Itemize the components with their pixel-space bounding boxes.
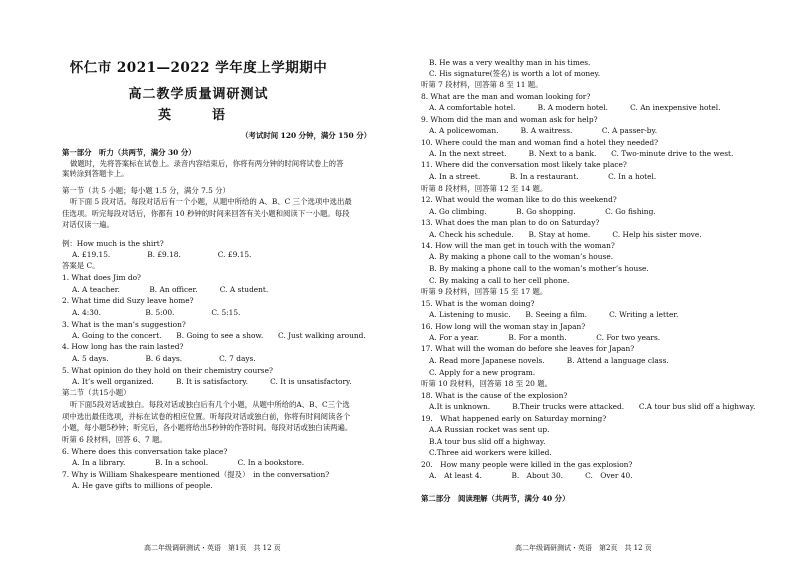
options: A. By making a phone call to the woman’s house. [429, 252, 614, 261]
question: 16. How long will the woman stay in Japan? [421, 322, 586, 331]
text-line: 做题时，先将答案标在试卷上。录音内容结束后，你将有两分钟的时间将试卷上的答 [70, 159, 344, 168]
options: B.A tour bus slid off a highway. [429, 437, 546, 446]
text-line: 小题，每小题5秒钟；听完后，各小题将给出5秒钟的作答时间。每段对话或独白读两遍。 [62, 423, 353, 432]
question: 17. What will the woman do before she leaves for Japan? [421, 344, 635, 353]
question: 14. How will the man get in touch with the woman? [421, 241, 615, 250]
question: 5. What opinion do they hold on their chemistry course? [62, 366, 273, 375]
options: A. A teacher. B. An officer. C. A student. [72, 285, 269, 294]
options: C. His signature(签名) is worth a lot of money. [429, 69, 601, 78]
options: A. In the next street. B. Next to a bank. C. Two-minute drive to the west. [429, 149, 734, 158]
question: 4. How long has the rain lasted? [62, 342, 184, 351]
question: 11. Where did the conversation most likely take place? [421, 160, 627, 169]
question: 19. What happened early on Saturday morning? [421, 414, 607, 423]
options: A.It is unknown. B.Their trucks were attacked. C.A tour bus slid off a highway. [429, 402, 756, 411]
options: A. Listening to music. B. Seeing a film. C. Writing a letter. [429, 310, 679, 319]
text-line: 听下面 5 段对话。每段对话后有一个小题，从题中所给的 A、B、C 三个选项中选出最 [70, 197, 352, 206]
options: B. He was a very wealthy man in his times. [429, 58, 591, 67]
options: A. 5 days. B. 6 days. C. 7 days. [72, 354, 256, 363]
example-question: 例：How much is the shirt? [62, 239, 164, 248]
options: A. He gave gifts to millions of people. [72, 481, 213, 490]
question: 8. What are the man and woman looking for? [421, 92, 591, 101]
question: 9. Whom did the man and woman ask for help? [421, 115, 598, 124]
section-heading: 第一部分 听力（共两节，满分 30 分） [62, 148, 196, 157]
text-line: 听第 8 段材料，回答第 12 至 14 题。 [421, 184, 548, 193]
options: C. Apply for a new program. [429, 368, 536, 377]
question: 1. What does Jim do? [62, 273, 142, 282]
options: A. Read more Japanese novels. B. Attend a language class. [429, 356, 669, 365]
question: 20. How many people were killed in the gas explosion? [421, 460, 633, 469]
text-line: 佳选项。听完每段对话后，你都有 10 秒钟的时间来回答有关小题和阅读下一小题。每段 [62, 209, 350, 218]
text-line: 听第 6 段材料，回答 6、7 题。 [62, 435, 167, 444]
options: A. A comfortable hotel. B. A modern hotel. C. An inexpensive hotel. [429, 103, 721, 112]
options: A. In a library. B. In a school. C. In a bookstore. [72, 458, 305, 467]
text-line: 听第 9 段材料，回答第 15 至 17 题。 [421, 287, 548, 296]
question: 13. What does the man plan to do on Saturday? [421, 218, 600, 227]
subject-title: 英 语 [157, 108, 239, 123]
section-heading: 第二部分 阅读理解（共两节，满分 40 分） [421, 494, 570, 503]
options: B. By making a phone call to the woman’s mother’s house. [429, 264, 649, 273]
options: A. 4:30. B. 5:00. C. 5:15. [72, 308, 241, 317]
question: 6. Where does this conversation take place? [62, 447, 228, 456]
page-footer: 高二年级调研测试・英语 第2页 共 12 页 [515, 544, 652, 552]
text-line: 项中选出最佳选项，并标在试卷的相应位置。听每段对话或独白前，你将有时间阅读各个 [62, 412, 351, 421]
example-options: A. £19.15. B. £9.18. C. £9.15. [72, 250, 252, 259]
options: A. Check his schedule. B. Stay at home. C. Help his sister move. [429, 230, 702, 239]
text-line: 听下面5段对话或独白。每段对话或独白后有几个小题，从题中所给的A、B、C三个选 [70, 400, 350, 409]
text-line: 听第 10 段材料，回答第 18 至 20 题。 [421, 379, 552, 388]
section-heading: 第二节（共15小题） [62, 388, 131, 397]
question: 18. What is the cause of the explosion? [421, 391, 568, 400]
exam-subtitle: 高二教学质量调研测试 [128, 87, 269, 102]
options: A. Go climbing. B. Go shopping. C. Go fishing. [429, 207, 656, 216]
question: 7. Why is William Shakespeare mentioned（提及） in the conversation? [62, 470, 330, 479]
options: A. Going to the concert. B. Going to see a show. C. Just walking around. [72, 331, 366, 340]
exam-info: （考试时间 120 分钟，满分 150 分） [241, 131, 371, 140]
text-line: 第一节（共 5 小题；每小题 1.5 分，满分 7.5 分） [62, 186, 230, 195]
page-footer: 高二年级调研测试・英语 第1页 共 12 页 [144, 544, 281, 552]
options: C. By making a call to her cell phone. [429, 276, 570, 285]
options: A. A policewoman. B. A waitress. C. A passer-by. [429, 126, 658, 135]
example-answer: 答案是 C。 [62, 261, 100, 270]
text-line: 听第 7 段材料，回答第 8 至 11 题。 [421, 80, 543, 89]
question: 10. Where could the man and woman find a hotel they needed? [421, 138, 659, 147]
exam-title: 怀仁市 2021—2022 学年度上学期期中 [69, 60, 328, 76]
options: A. In a street. B. In a restaurant. C. In a hotel. [429, 172, 657, 181]
options: A. At least 4. B. About 30. C. Over 40. [429, 471, 633, 480]
options: C.Three aid workers were killed. [429, 448, 552, 457]
question: 12. What would the woman like to do this weekend? [421, 195, 617, 204]
options: A. For a year. B. For a month. C. For two years. [429, 333, 661, 342]
question: 3. What is the man’s suggestion? [62, 320, 186, 329]
question: 15. What is the woman doing? [421, 299, 535, 308]
page-2 [397, 0, 794, 561]
options: A.A Russian rocket was sent up. [429, 425, 550, 434]
text-line: 对话仅读一遍。 [62, 220, 114, 229]
question: 2. What time did Suzy leave home? [62, 296, 194, 305]
options: A. It’s well organized. B. It is satisfactory. C. It is unsatisfactory. [72, 377, 352, 386]
text-line: 案转涂到答题卡上。 [62, 169, 129, 178]
